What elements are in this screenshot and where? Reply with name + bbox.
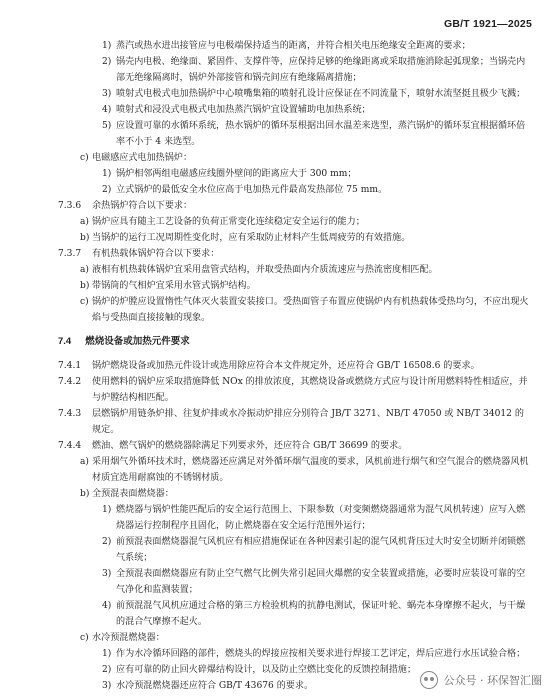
clause: 7.4.3 层燃锅炉用链条炉排、往复炉排或水冷振动炉排应分别符合 JB/T 3271、NB/T 47050 或 NB/T 34012 的规定。 xyxy=(58,409,524,435)
watermark xyxy=(420,671,543,689)
list-item: 1) 作为水冷循环回路的部件，燃烧头的焊接应按相关要求进行焊接工艺评定，焊后应进行水压试验合格； xyxy=(102,649,526,659)
list-item: 2) 立式锅炉的最低安全水位应高于电加热元件最高发热部位 75 mm。 xyxy=(102,185,388,195)
list-item: 3) 全预混表面燃烧器应有防止空气燃气比例失常引起回火爆燃的安全装置或措施，必要时应装设可靠的空气净化和监测装置； xyxy=(102,569,526,595)
list-item: 1) 燃烧器与锅炉性能匹配后的安全运行范围上、下限参数（对变频燃烧器通常为混气风机转速）应写入燃烧器运行控制程序且固化，防止燃烧器在安全运行范围外运行； xyxy=(102,505,526,531)
wechat-icon xyxy=(420,671,438,689)
clause: 7.4.4 燃油、燃气锅炉的燃烧器除满足下列要求外，还应符合 GB/T 36699 的要求。 xyxy=(58,441,408,451)
list-item: 4) 前预混混气风机应通过合格的第三方检验机构的抗静电测试，保证叶轮、蜗壳本身摩擦不起火，与干燥的混合气摩擦不起火。 xyxy=(102,601,526,627)
list-item: 2) 应有可靠的防止回火碎爆结构设计，以及防止空燃比变化的反馈控制措施； xyxy=(102,665,417,675)
list-item: 1) 蒸汽或热水进出接管应与电极端保持适当的距离，并符合相关电压绝缘安全距离的要求； xyxy=(102,41,471,51)
clause: 7.3.6 余热锅炉符合以下要求： xyxy=(58,201,193,211)
list-item: 1) 锅炉相邻两组电磁感应线圈外壁间的距离应大于 300 mm； xyxy=(102,169,357,179)
list-item: c) 锅炉的炉膛应设置惰性气体灭火装置安装接口。受热面管子布置应使锅炉内有机热载体受热均匀，不应出现火焰与受热面直接接触的现象。 xyxy=(80,297,529,323)
clause: 7.4.2 使用燃料的锅炉应采取措施降低 NOx 的排放浓度，其燃烧设备或燃烧方式应与设计所用燃料特性相适应，并与炉膛结构相匹配。 xyxy=(58,377,528,403)
clause: 7.3.7 有机热载体锅炉符合以下要求： xyxy=(58,249,220,259)
list-item: 5) 应设置可靠的水循环系统，热水锅炉的循环泵根据出回水温差来选型，蒸汽锅炉的循环泵宜根据循环倍率不小于 4 来选型。 xyxy=(102,121,526,147)
watermark-text: 公众号 · 环保智汇圈 xyxy=(443,674,542,687)
list-item: 3) 水冷预混燃烧器还应符合 GB/T 43676 的要求。 xyxy=(102,681,314,691)
list-item: b) 全预混表面燃烧器： xyxy=(80,489,174,499)
list-item: 2) 锅壳内电极、绝缘面、紧固件、支撑件等，应保持足够的绝缘距离或采取措施消除起弧现象；当锅壳内部无绝缘隔离时，锅炉外部接管和锅壳间应有绝缘隔离措施； xyxy=(102,57,526,83)
list-item: c) 电磁感应式电加热锅炉： xyxy=(80,153,193,163)
list-item: b) 当锅炉的运行工况周期性变化时，应有采取防止材料产生低周疲劳的有效措施。 xyxy=(80,233,411,243)
list-item: 2) 前预混表面燃烧器混气风机应有相应措施保证在各种因素引起的混气风机背压过大时安全切断并闭锁燃气系统； xyxy=(102,537,526,563)
list-item: 3) 喷射式电极式电加热锅炉中心喷嘴集箱的喷射孔设计应保证在不同流量下，喷射水流坚挺且极少飞溅； xyxy=(102,89,526,99)
list-item: a) 锅炉应具有随主工艺设备的负荷正常变化连续稳定安全运行的能力； xyxy=(80,217,365,227)
list-item: a) 采用烟气外循环技术时，燃烧器还应满足对外循环烟气温度的要求，风机前进行烟气和空气混合的燃烧器风机材质宜选用耐腐蚀的不锈钢材质。 xyxy=(80,457,529,483)
section-heading: 7.4 燃烧设备或加热元件要求 xyxy=(58,336,190,347)
clause: 7.4.1 锅炉燃烧设备或加热元件设计或选用除应符合本文件规定外，还应符合 GB/T 16508.6 的要求。 xyxy=(58,361,480,371)
document-body xyxy=(58,38,532,694)
list-item: a) 液相有机热载体锅炉宜采用盘管式结构，并取受热面内介质流速应与热流密度相匹配。 xyxy=(80,265,438,275)
list-item: b) 带锅筒的气相炉宜采用水管式锅炉结构。 xyxy=(80,281,256,291)
list-item: c) 水冷预混燃烧器： xyxy=(80,633,165,643)
list-item: 4) 喷射式和浸没式电极式电加热蒸汽锅炉宜设置辅助电加热系统； xyxy=(102,105,371,115)
document-id: GB/T 1921—2025 xyxy=(443,18,532,30)
